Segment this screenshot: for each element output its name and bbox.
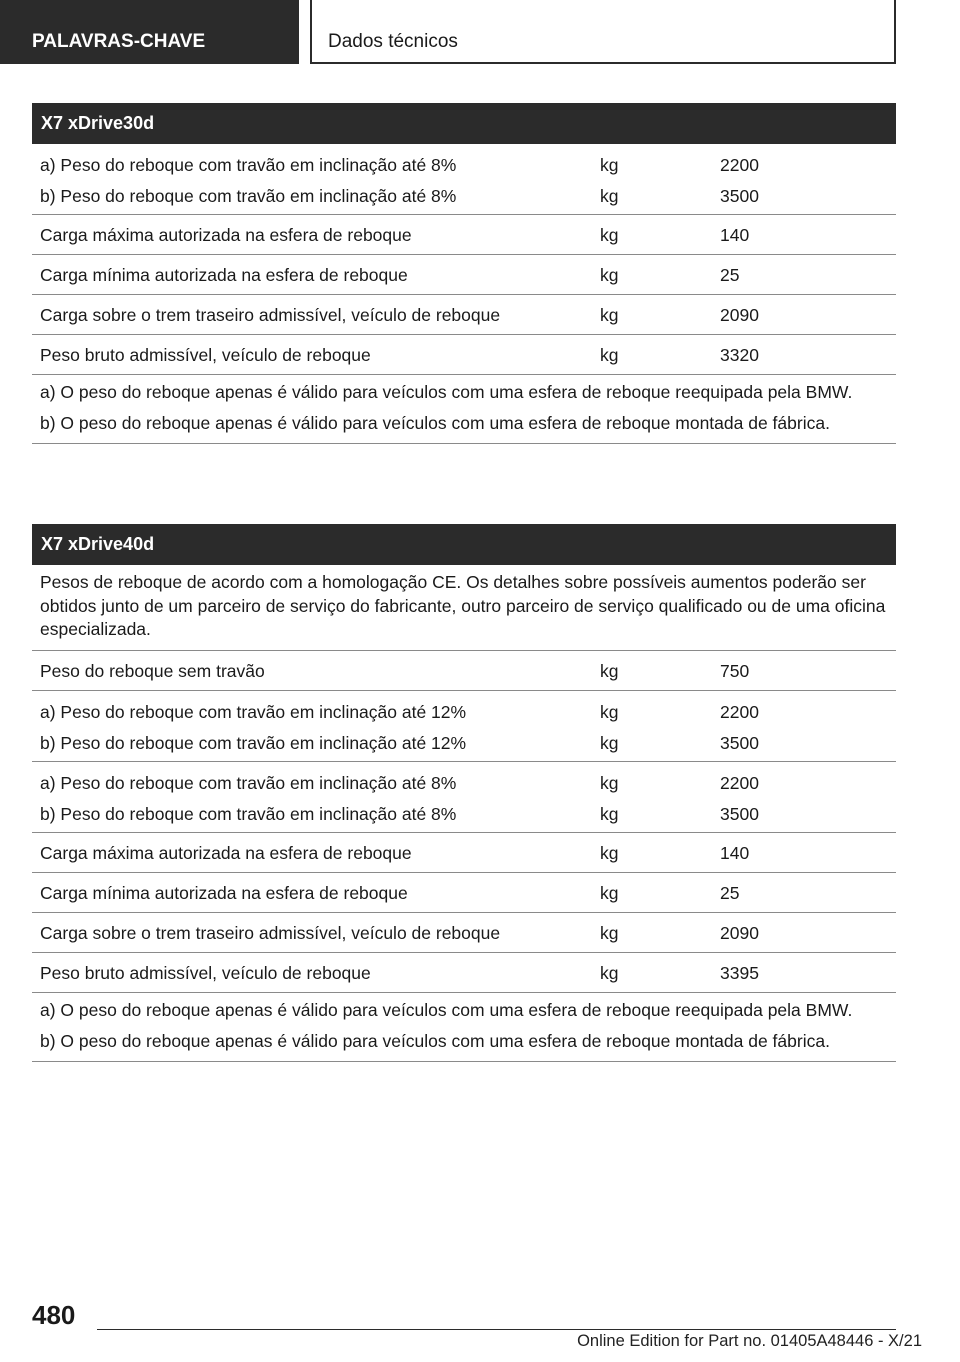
row-value: 140 (720, 842, 750, 863)
row-unit: kg (600, 225, 619, 245)
table-row (32, 215, 896, 255)
spec-table-xdrive40d (32, 524, 896, 1062)
table-row (32, 833, 896, 873)
table-row (32, 651, 896, 691)
row-unit: kg (600, 732, 619, 753)
row-label: Carga máxima autorizada na esfera de reboque (40, 225, 412, 245)
row-label: b) Peso do reboque com travão em inclinação até 8% (40, 803, 457, 824)
row-label: a) Peso do reboque com travão em inclinação até 12% (40, 701, 467, 722)
row-value: 25 (720, 265, 740, 285)
row-label: Carga mínima autorizada na esfera de reboque (40, 882, 408, 903)
row-label: b) Peso do reboque com travão em inclinação até 12% (40, 732, 467, 753)
row-unit: kg (600, 803, 619, 824)
footnote: a) O peso do reboque apenas é válido para veículos com uma esfera de reboque reequipada pela BMW. (40, 999, 853, 1020)
row-value: 140 (720, 225, 750, 245)
table-row (32, 953, 896, 993)
spec-table-xdrive30d (32, 103, 896, 444)
footnote: a) O peso do reboque apenas é válido para veículos com uma esfera de reboque reequipada pela BMW. (40, 382, 853, 402)
row-unit: kg (600, 265, 619, 285)
table-title: X7 xDrive30d (32, 103, 896, 144)
row-label: b) Peso do reboque com travão em inclinação até 8% (40, 186, 457, 206)
footnote: b) O peso do reboque apenas é válido para veículos com uma esfera de reboque montada de fábrica. (40, 1030, 830, 1051)
row-value: 2200 (720, 701, 759, 722)
row-value: 3320 (720, 345, 759, 365)
row-label: Carga máxima autorizada na esfera de reboque (40, 842, 412, 863)
table-row (32, 255, 896, 295)
table-row (32, 762, 896, 833)
row-unit: kg (600, 345, 619, 365)
footer-divider (97, 1329, 896, 1330)
row-label: Peso bruto admissível, veículo de reboque (40, 962, 371, 983)
row-unit: kg (600, 772, 619, 793)
row-value: 2090 (720, 922, 759, 943)
row-unit: kg (600, 701, 619, 722)
section-title-tab: Dados técnicos (310, 0, 896, 64)
table-title: X7 xDrive40d (32, 524, 896, 565)
table-notes (32, 993, 896, 1062)
page-number: 480 (32, 1300, 76, 1330)
row-unit: kg (600, 305, 619, 325)
top-bar (0, 0, 960, 66)
row-label: Carga sobre o trem traseiro admissível, veículo de reboque (40, 922, 501, 943)
row-value: 2200 (720, 772, 759, 793)
row-value: 3500 (720, 803, 759, 824)
row-value: 2090 (720, 305, 759, 325)
row-unit: kg (600, 962, 619, 983)
table-row (32, 873, 896, 913)
row-value: 3500 (720, 186, 759, 206)
table-row (32, 295, 896, 335)
table-row (32, 691, 896, 762)
edition-text: Online Edition for Part no. 01405A48446 - X/21 (577, 1332, 922, 1350)
table-intro: Pesos de reboque de acordo com a homologação CE. Os detalhes sobre possíveis aumentos poderão ser obtidos junto de um parceiro de serviço do fabricante, outro parceiro de serviço qualificado ou de uma oficina especializada. (32, 565, 896, 651)
row-unit: kg (600, 660, 619, 681)
row-label: a) Peso do reboque com travão em inclinação até 8% (40, 155, 457, 175)
row-value: 2200 (720, 155, 759, 175)
row-value: 3500 (720, 732, 759, 753)
table-notes (32, 375, 896, 444)
row-unit: kg (600, 922, 619, 943)
table-row (32, 913, 896, 953)
table-row (32, 335, 896, 375)
keywords-tab[interactable]: PALAVRAS-CHAVE (0, 0, 299, 64)
row-label: Carga mínima autorizada na esfera de reboque (40, 265, 408, 285)
row-unit: kg (600, 155, 619, 175)
table-row (32, 144, 896, 215)
footnote: b) O peso do reboque apenas é válido para veículos com uma esfera de reboque montada de fábrica. (40, 413, 830, 433)
row-label: Peso bruto admissível, veículo de reboque (40, 345, 371, 365)
row-label: a) Peso do reboque com travão em inclinação até 8% (40, 772, 457, 793)
row-unit: kg (600, 186, 619, 206)
row-unit: kg (600, 882, 619, 903)
row-unit: kg (600, 842, 619, 863)
row-value: 25 (720, 882, 740, 903)
row-value: 750 (720, 660, 750, 681)
row-value: 3395 (720, 962, 759, 983)
row-label: Peso do reboque sem travão (40, 660, 265, 681)
row-label: Carga sobre o trem traseiro admissível, veículo de reboque (40, 305, 501, 325)
